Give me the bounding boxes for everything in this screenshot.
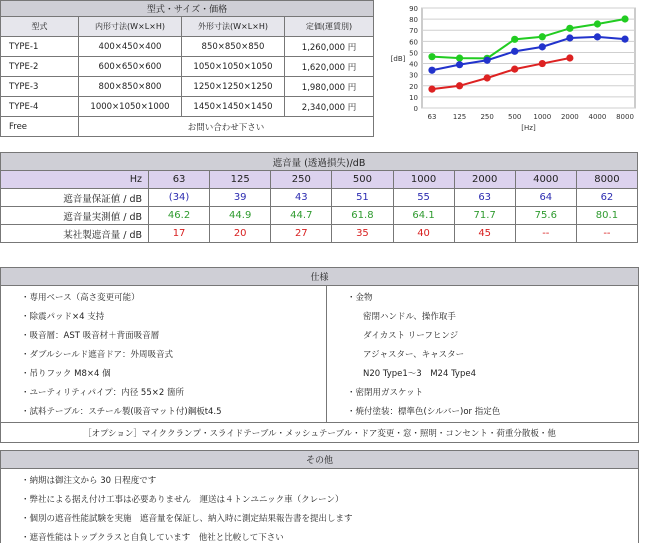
other-body — [1, 469, 639, 543]
spec-option: ［オプション］マイククランプ・スライドテーブル・メッシュテーブル・ドア変更・窓・照明・コンセント・荷重分散板・他 — [1, 423, 639, 443]
freq-cell: 63 — [149, 171, 210, 189]
data-point — [428, 86, 435, 93]
value-cell: -- — [515, 225, 576, 243]
data-point — [428, 67, 435, 74]
price-row-free — [1, 117, 374, 137]
spec-right-column — [327, 286, 639, 423]
spec-item: ・専用ベース（高さ変更可能） — [21, 293, 140, 303]
header-model: 型式 — [1, 17, 79, 37]
y-tick-label: 0 — [413, 105, 418, 113]
value-cell: 40 — [393, 225, 454, 243]
data-point — [594, 20, 601, 27]
y-tick-label: 60 — [409, 38, 418, 47]
value-cell: 39 — [210, 189, 271, 207]
data-point — [456, 55, 463, 62]
value-cell: 61.8 — [332, 207, 393, 225]
contact-note: お問い合わせ下さい — [79, 117, 374, 137]
x-tick-label: 63 — [427, 113, 437, 121]
data-point — [456, 82, 463, 89]
spec-subitem: 密閉ハンドル、操作取手 — [363, 312, 456, 322]
value-cell: 44.9 — [210, 207, 271, 225]
spec-item: ・密閉用ガスケット — [347, 388, 424, 398]
spec-item: ・金物 — [347, 293, 373, 303]
other-title: その他 — [1, 451, 639, 469]
data-point — [511, 48, 518, 55]
hz-label: Hz — [1, 171, 149, 189]
spec-item: ・ユーティリティパイプ：内径 55×2 箇所 — [21, 388, 184, 398]
data-point — [428, 53, 435, 60]
y-tick-label: 30 — [409, 71, 418, 80]
spec-subitem: アジャスター、キャスター — [363, 350, 465, 360]
freq-cell: 2000 — [454, 171, 515, 189]
value-cell: 17 — [149, 225, 210, 243]
value-cell: 43 — [271, 189, 332, 207]
value-cell: 51 — [332, 189, 393, 207]
freq-cell: 1000 — [393, 171, 454, 189]
x-tick-label: 1000 — [533, 113, 552, 121]
header-price: 定価(運賃別) — [285, 17, 374, 37]
other-item: ・遮音性能はトップクラスと自負しています 他社と比較して下さい — [21, 533, 284, 543]
header-outer-size: 外形寸法(W×L×H) — [182, 17, 285, 37]
price-cell: 1,620,000 円 — [285, 57, 374, 77]
inner-size-cell: 400×450×400 — [79, 37, 182, 57]
price-row — [1, 57, 374, 77]
data-point — [484, 57, 491, 64]
guaranteed-row — [1, 189, 638, 207]
header-inner-size: 内形寸法(W×L×H) — [79, 17, 182, 37]
outer-size-cell: 1250×1250×1250 — [182, 77, 285, 97]
data-point — [621, 15, 628, 22]
freq-cell: 8000 — [576, 171, 637, 189]
frequency-row — [1, 171, 638, 189]
outer-size-cell: 1450×1450×1450 — [182, 97, 285, 117]
value-cell: 75.6 — [515, 207, 576, 225]
freq-cell: 500 — [332, 171, 393, 189]
value-cell: 46.2 — [149, 207, 210, 225]
data-point — [566, 25, 573, 32]
model-cell: TYPE-2 — [1, 57, 79, 77]
value-cell: -- — [576, 225, 637, 243]
outer-size-cell: 1050×1050×1050 — [182, 57, 285, 77]
y-tick-label: 90 — [409, 5, 418, 13]
spec-item: ・焼付塗装：標準色(シルバー)or 指定色 — [347, 407, 501, 417]
model-cell-free: Free — [1, 117, 79, 137]
value-cell: 55 — [393, 189, 454, 207]
value-cell: 64.1 — [393, 207, 454, 225]
data-point — [621, 36, 628, 43]
spec-item: ・吊りフック M8×4 個 — [21, 369, 111, 379]
spec-item: ・試料テーブル：スチール製(吸音マット付)鋼板t4.5 — [21, 407, 222, 417]
data-point — [594, 33, 601, 40]
value-cell: 80.1 — [576, 207, 637, 225]
price-row — [1, 97, 374, 117]
measured-row — [1, 207, 638, 225]
spec-item: ・除震パッド×4 支持 — [21, 312, 105, 322]
price-cell: 1,260,000 円 — [285, 37, 374, 57]
data-point — [456, 61, 463, 68]
attenuation-chart — [380, 0, 645, 135]
x-tick-label: 8000 — [616, 113, 634, 121]
value-cell: 62 — [576, 189, 637, 207]
value-cell: (34) — [149, 189, 210, 207]
x-axis-label: [Hz] — [521, 124, 536, 132]
x-tick-label: 4000 — [588, 113, 607, 121]
data-point — [484, 74, 491, 81]
competitor-label: 某社製遮音量 / dB — [1, 225, 149, 243]
y-tick-label: 10 — [409, 93, 418, 102]
price-cell: 1,980,000 円 — [285, 77, 374, 97]
value-cell: 27 — [271, 225, 332, 243]
model-cell: TYPE-3 — [1, 77, 79, 97]
data-point — [566, 54, 573, 61]
other-item: ・弊社による据え付け工事は必要ありません 運送は４トンユニック車（クレーン） — [21, 495, 344, 505]
spec-title: 仕様 — [1, 268, 639, 286]
spec-item: ・吸音層：AST 吸音材＋背面吸音層 — [21, 331, 160, 341]
other-item: ・納期は御注文から 30 日程度です — [21, 476, 157, 486]
value-cell: 64 — [515, 189, 576, 207]
price-table — [0, 0, 374, 137]
other-table — [0, 450, 639, 543]
inner-size-cell: 600×650×600 — [79, 57, 182, 77]
competitor-row — [1, 225, 638, 243]
freq-cell: 250 — [271, 171, 332, 189]
y-axis-label: [dB] — [390, 55, 406, 63]
spec-table — [0, 267, 639, 443]
data-point — [539, 60, 546, 67]
y-tick-label: 50 — [409, 49, 418, 58]
x-tick-label: 125 — [452, 113, 467, 121]
value-cell: 44.7 — [271, 207, 332, 225]
value-cell: 20 — [210, 225, 271, 243]
y-tick-label: 80 — [409, 16, 418, 25]
y-tick-label: 70 — [409, 27, 418, 36]
price-row — [1, 77, 374, 97]
price-row — [1, 37, 374, 57]
freq-cell: 125 — [210, 171, 271, 189]
x-tick-label: 500 — [508, 113, 522, 121]
outer-size-cell: 850×850×850 — [182, 37, 285, 57]
spec-item: ・ダブルシールド遮音ドア：外周吸音式 — [21, 350, 174, 360]
y-tick-label: 40 — [409, 60, 418, 69]
freq-cell: 4000 — [515, 171, 576, 189]
inner-size-cell: 1000×1050×1000 — [79, 97, 182, 117]
value-cell: 63 — [454, 189, 515, 207]
price-table-title: 型式・サイズ・価格 — [1, 1, 374, 17]
data-point — [511, 36, 518, 43]
inner-size-cell: 800×850×800 — [79, 77, 182, 97]
spec-left-column — [1, 286, 327, 423]
attenuation-table — [0, 152, 638, 243]
attenuation-title: 遮音量 (透過損失)/dB — [1, 153, 638, 171]
x-tick-label: 250 — [480, 113, 494, 121]
data-point — [566, 34, 573, 41]
data-point — [511, 66, 518, 73]
value-cell: 45 — [454, 225, 515, 243]
measured-label: 遮音量実測値 / dB — [1, 207, 149, 225]
spec-subitem: N20 Type1～3 M24 Type4 — [363, 369, 476, 379]
spec-subitem: ダイカスト リーフヒンジ — [363, 331, 459, 341]
data-point — [539, 33, 546, 40]
data-point — [539, 43, 546, 50]
model-cell: TYPE-4 — [1, 97, 79, 117]
value-cell: 35 — [332, 225, 393, 243]
y-tick-label: 20 — [409, 82, 418, 91]
other-item: ・個別の遮音性能試験を実施 遮音量を保証し、納入時に測定結果報告書を提出します — [21, 514, 353, 524]
guaranteed-label: 遮音量保証値 / dB — [1, 189, 149, 207]
value-cell: 71.7 — [454, 207, 515, 225]
price-cell: 2,340,000 円 — [285, 97, 374, 117]
x-tick-label: 2000 — [560, 113, 579, 121]
attenuation-chart-svg — [380, 0, 645, 135]
model-cell: TYPE-1 — [1, 37, 79, 57]
